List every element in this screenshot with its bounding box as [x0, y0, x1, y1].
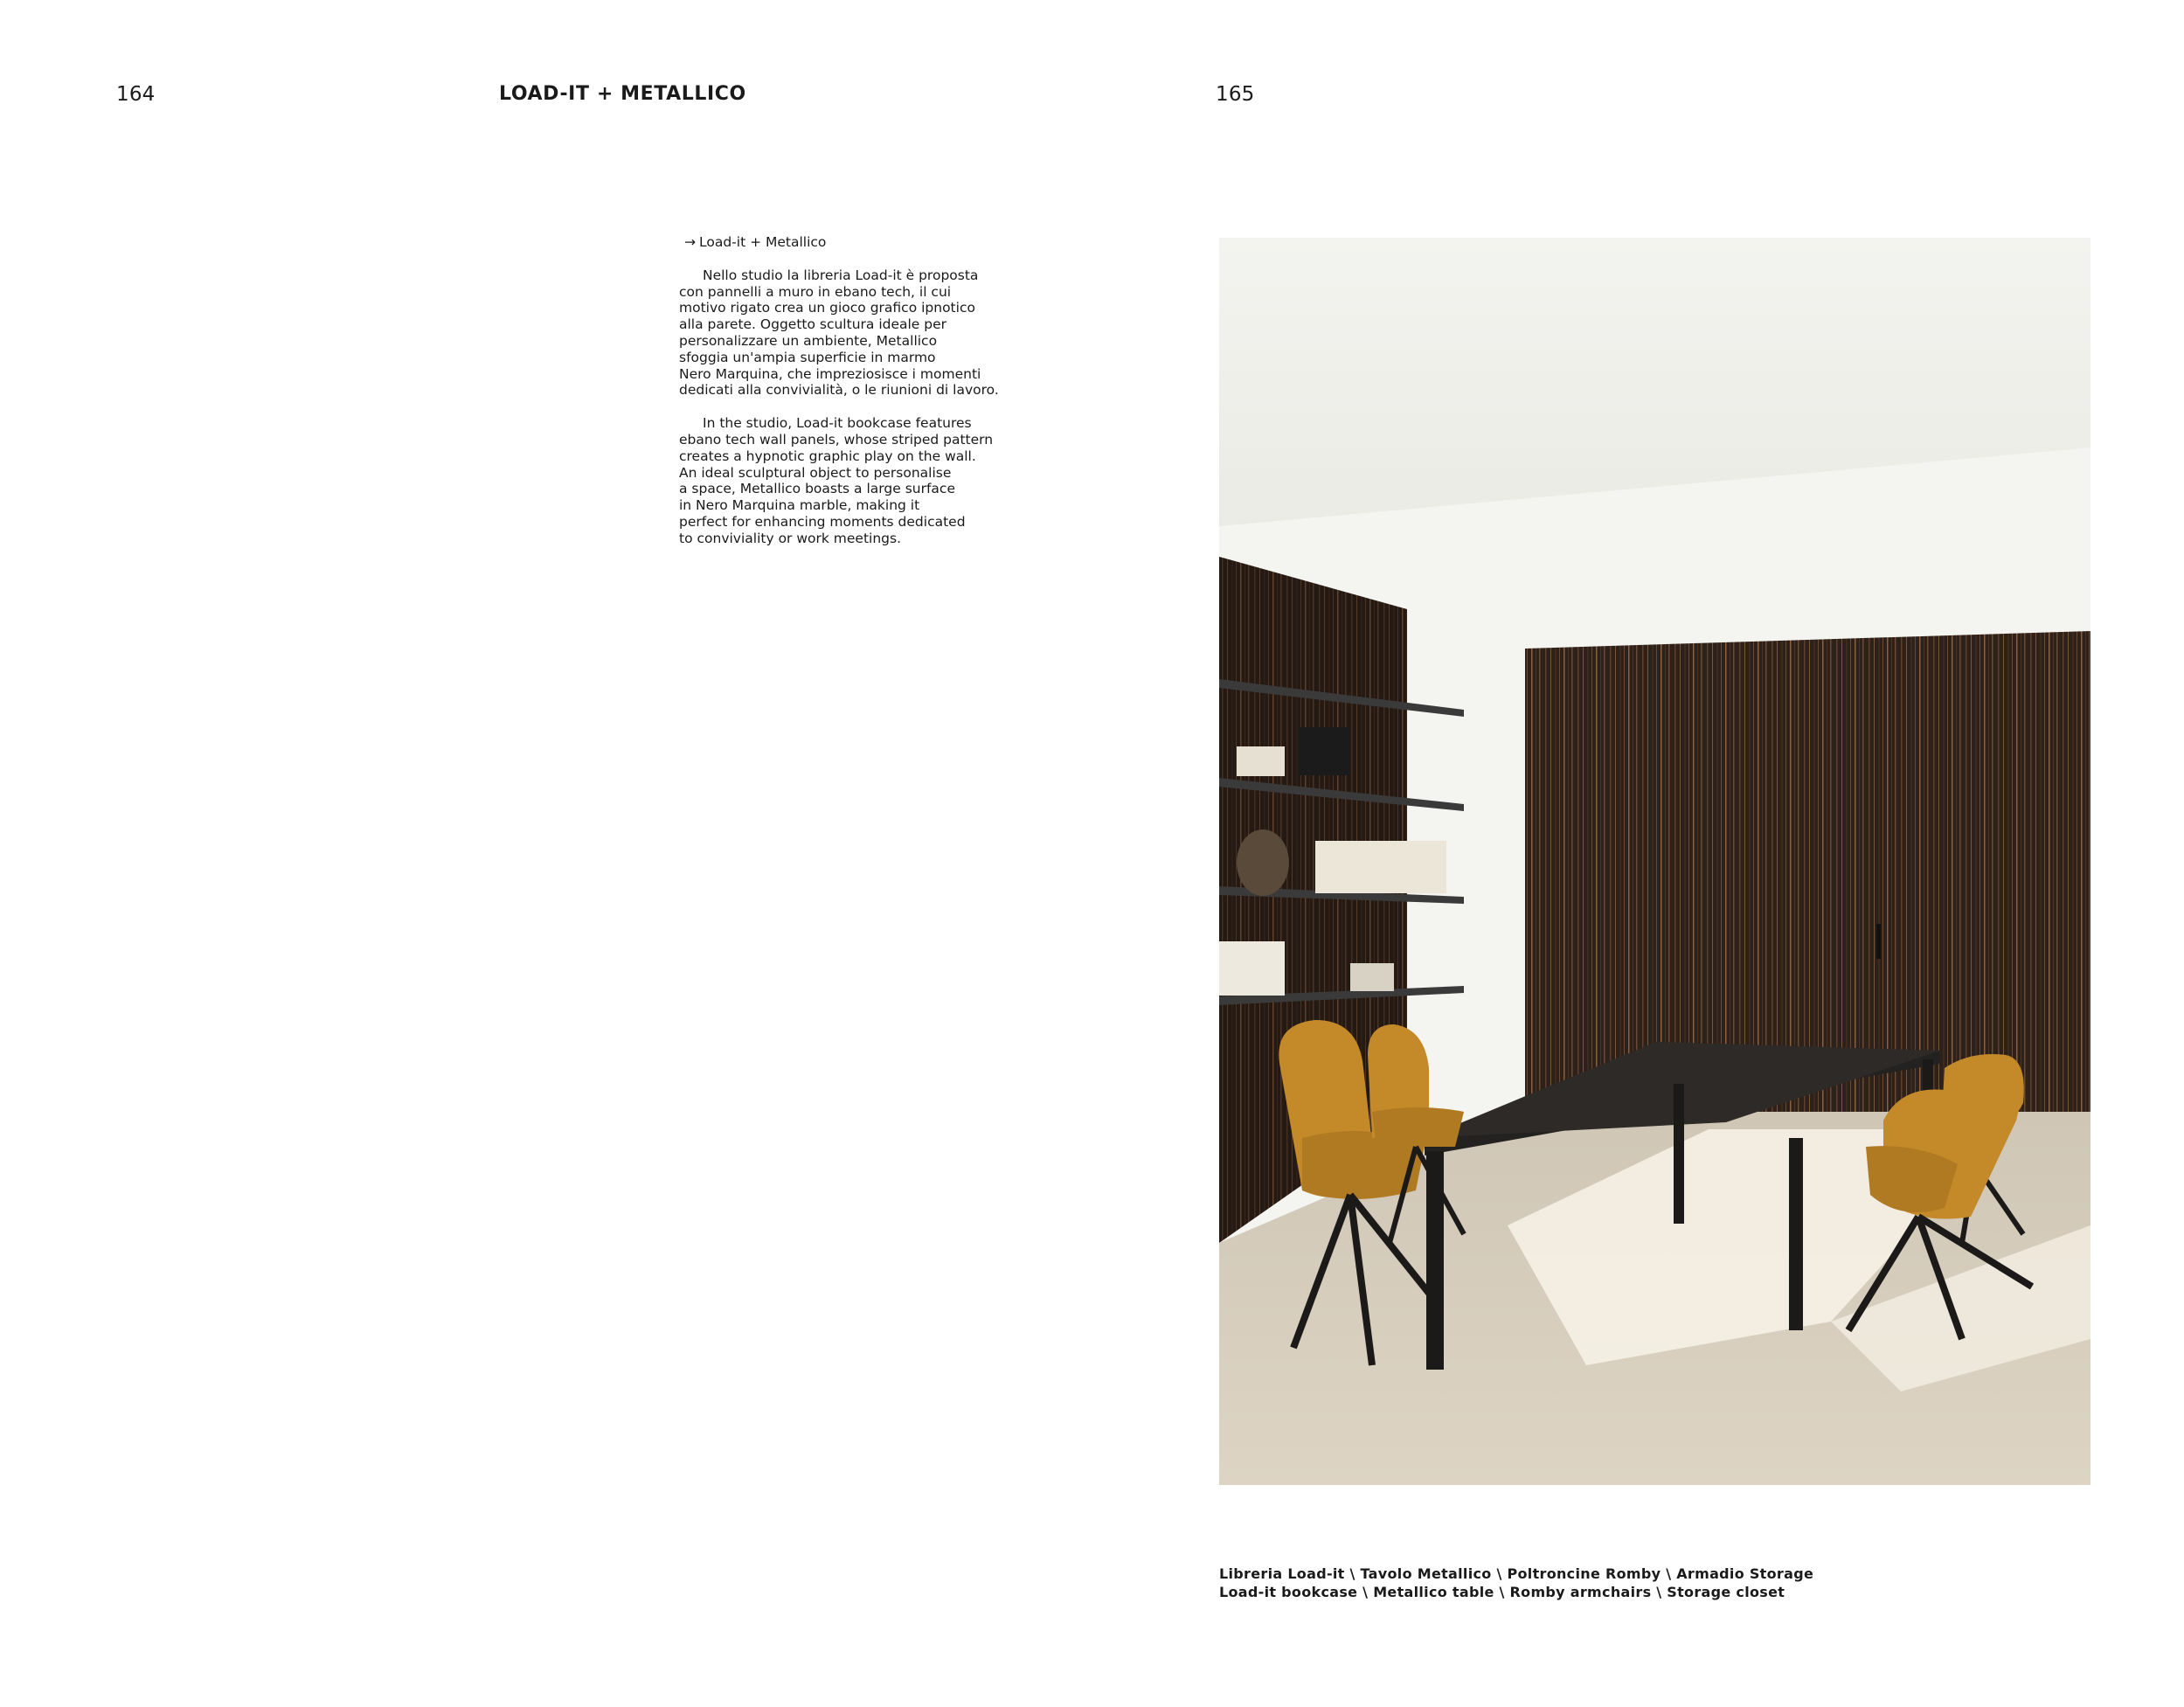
- paragraph-line: in Nero Marquina marble, making it: [679, 497, 920, 514]
- right-page-number: 165: [1216, 83, 1255, 106]
- article-text: [679, 234, 1011, 564]
- left-page-number: 164: [116, 83, 156, 106]
- paragraph-line: ebano tech wall panels, whose striped pattern: [679, 431, 994, 448]
- paragraph-italian: [679, 267, 1011, 399]
- paragraph-line: Nello studio la libreria Load-it è proposta: [703, 267, 979, 283]
- paragraph-line: dedicati alla convivialità, o le riunioni di lavoro.: [679, 382, 999, 399]
- paragraph-line: Nero Marquina, che impreziosisce i momenti: [679, 365, 981, 382]
- paragraph-line: creates a hypnotic graphic play on the wall.: [679, 448, 976, 464]
- photo-caption: [1219, 1565, 1813, 1601]
- paragraph-line: a space, Metallico boasts a large surface: [679, 481, 955, 497]
- paragraph-english: [679, 415, 1011, 546]
- paragraph-line: personalizzare un ambiente, Metallico: [679, 332, 938, 349]
- paragraph-line: to conviviality or work meetings.: [679, 530, 902, 546]
- paragraph-line: alla parete. Oggetto scultura ideale per: [679, 316, 947, 333]
- paragraph-line: perfect for enhancing moments dedicated: [679, 513, 966, 530]
- table-leg: [1674, 1084, 1684, 1224]
- storage-closet: [1525, 631, 2090, 1112]
- table-leg: [1789, 1138, 1803, 1330]
- paragraph-line: con pannelli a muro in ebano tech, il cui: [679, 283, 952, 300]
- interior-photo: [1219, 238, 2090, 1485]
- section-title: LOAD-IT + METALLICO: [499, 83, 746, 105]
- shelf-books: [1219, 941, 1285, 996]
- arrow-icon: →: [684, 234, 696, 250]
- shelf-books: [1350, 963, 1394, 991]
- closet-handle: [1876, 924, 1881, 959]
- paragraph-line: sfoggia un'ampia superficie in marmo: [679, 349, 936, 365]
- caption-line-italian: Libreria Load-it \ Tavolo Metallico \ Poltroncine Romby \ Armadio Storage: [1219, 1565, 1814, 1582]
- shelf-box: [1315, 841, 1446, 893]
- shelf-box: [1298, 727, 1350, 775]
- paragraph-line: motivo rigato crea un gioco grafico ipnotico: [679, 300, 975, 316]
- shelf-books: [1237, 746, 1285, 776]
- caption-line-english: Load-it bookcase \ Metallico table \ Romby armchairs \ Storage closet: [1219, 1584, 1785, 1600]
- kicker-label: Load-it + Metallico: [699, 234, 827, 250]
- kicker: [684, 234, 1011, 251]
- paragraph-line: An ideal sculptural object to personalise: [679, 464, 952, 481]
- paragraph-line: In the studio, Load-it bookcase features: [703, 415, 972, 432]
- shelf-vase: [1237, 829, 1289, 896]
